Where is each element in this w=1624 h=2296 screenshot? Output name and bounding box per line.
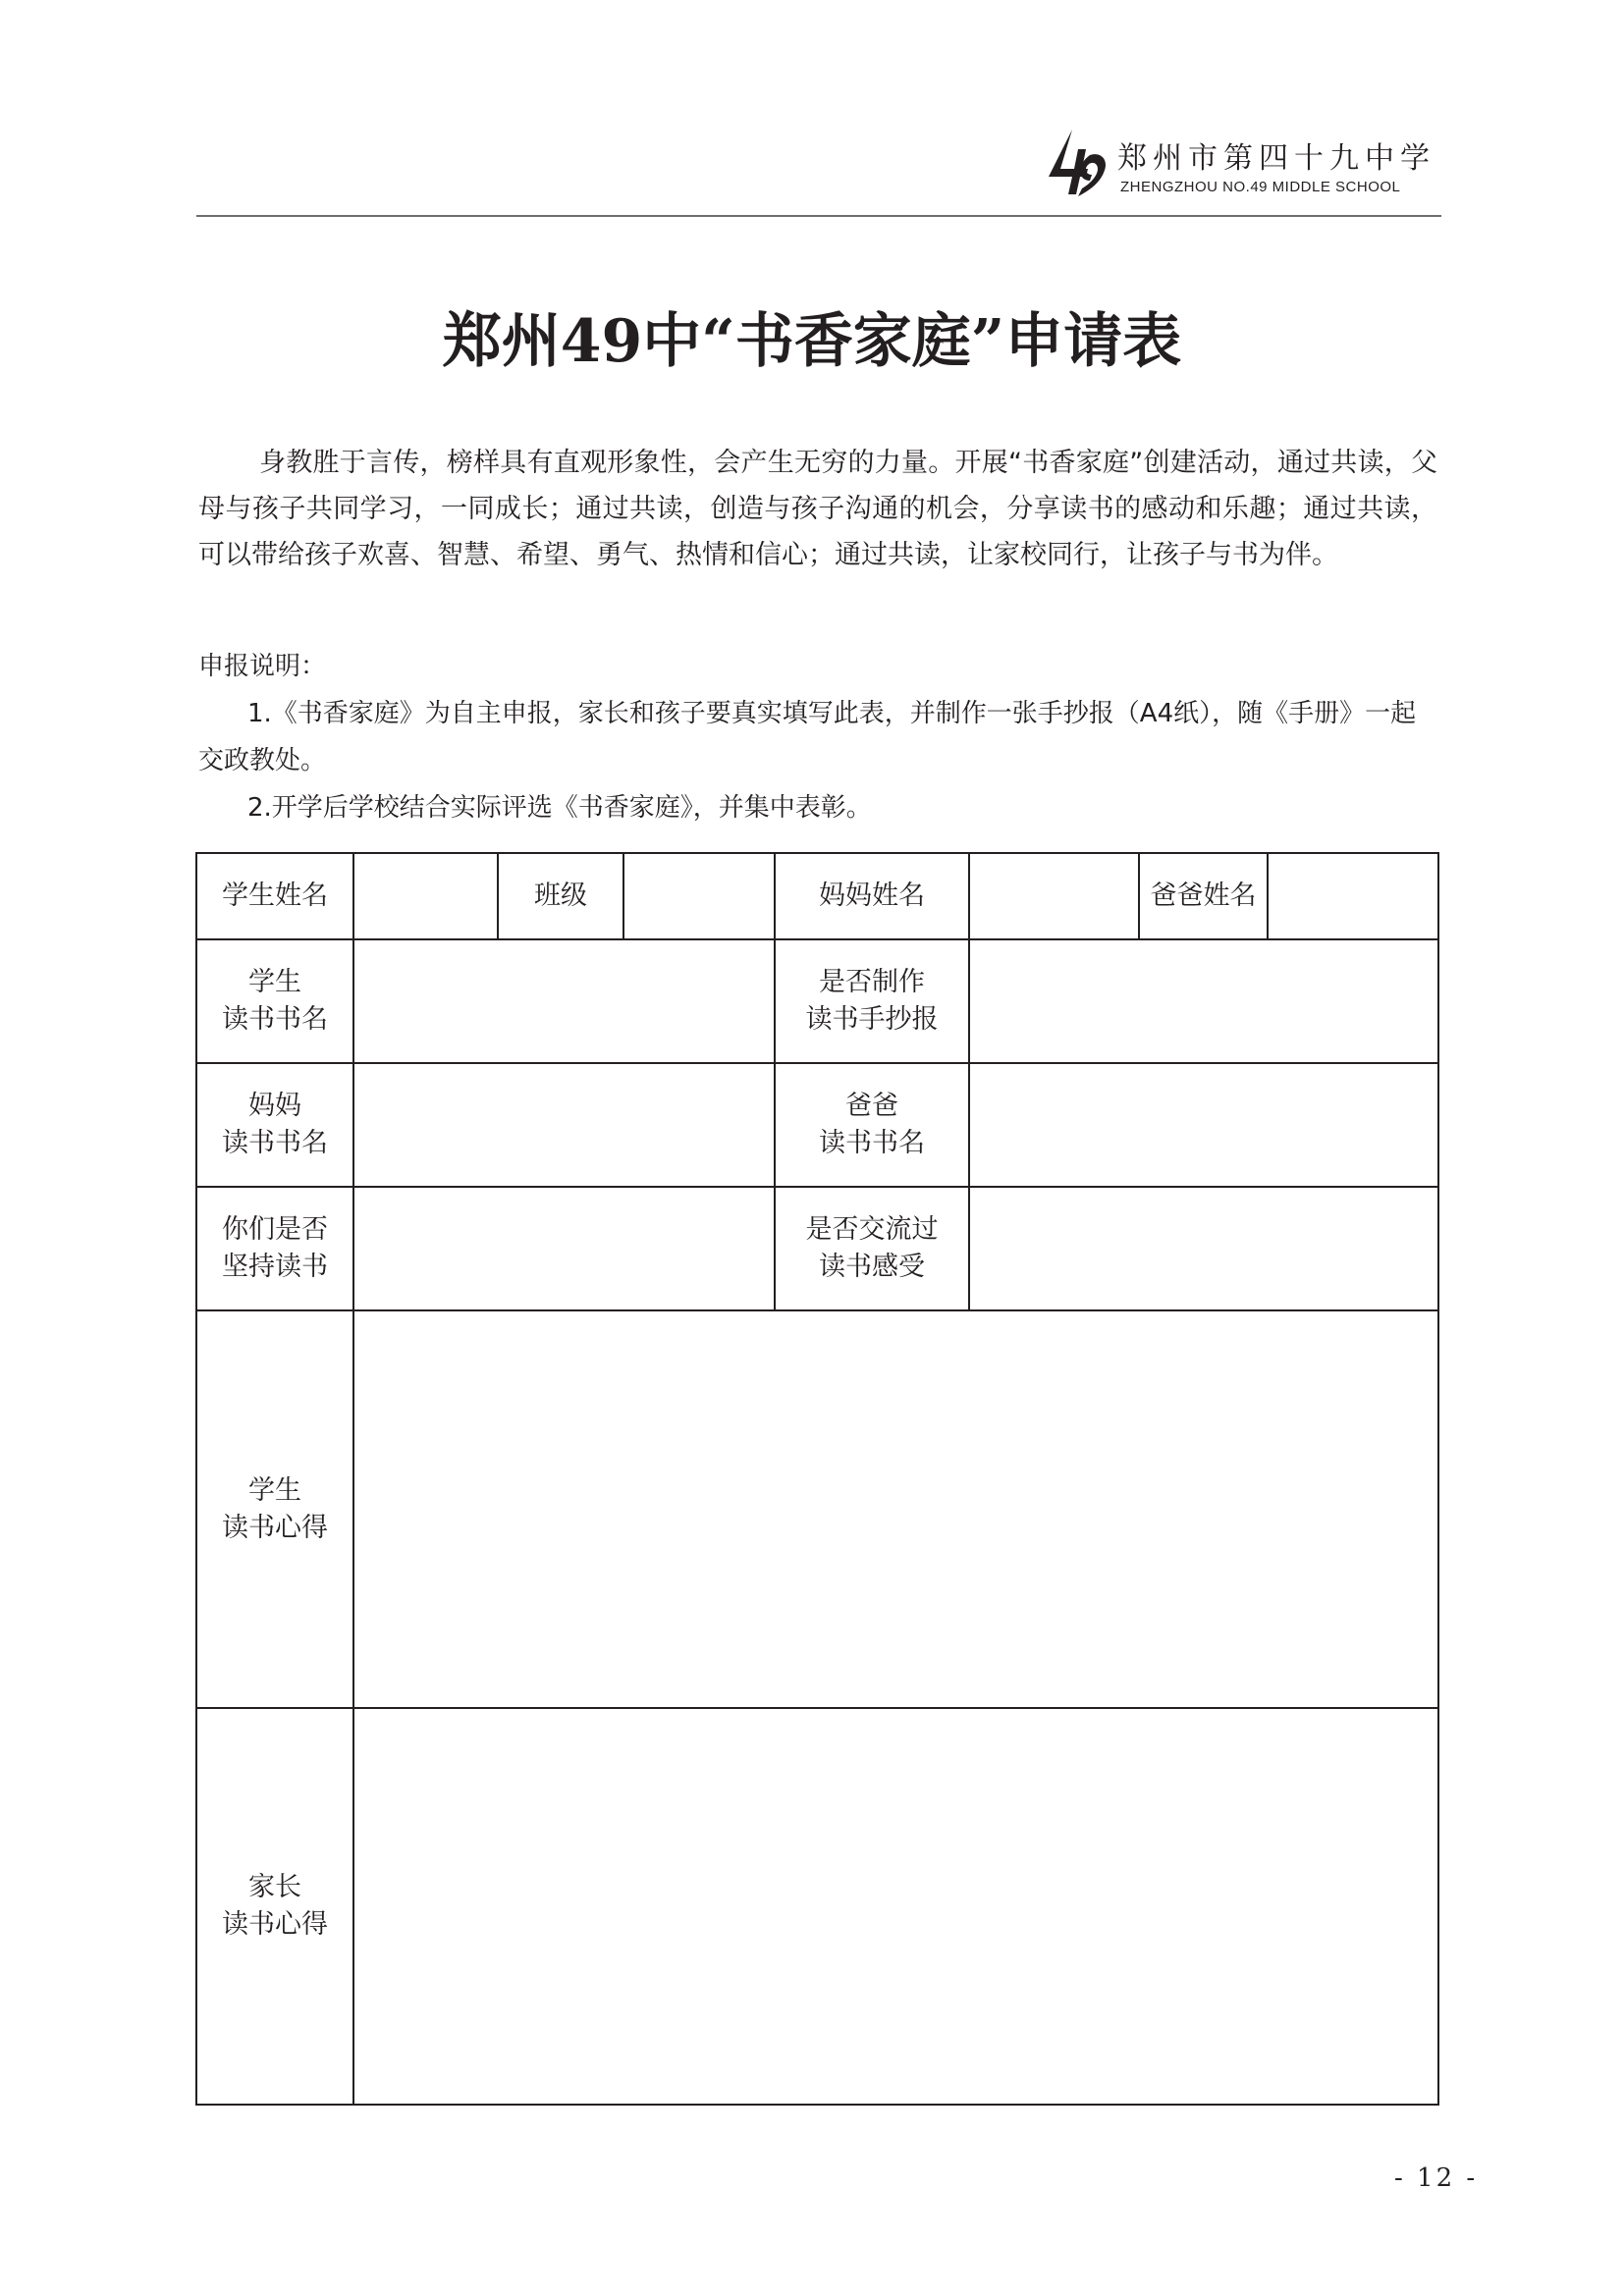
exchange-feelings-label-line1: 是否交流过 [805,1214,939,1245]
mother-books-field[interactable] [353,1063,775,1187]
note-item-1: 1.《书香家庭》为自主申报，家长和孩子要真实填写此表，并制作一张手抄报（A4纸），随《手册》一起交政教处。 [198,699,1417,775]
mother-name-label: 妈妈姓名 [775,853,969,939]
class-field[interactable] [623,853,775,939]
parent-reflection-label [196,1708,353,2105]
student-books-label-line1: 学生 [248,967,301,997]
note-item-2: 2.开学后学校结合实际评选《书香家庭》，并集中表彰。 [247,793,872,823]
student-reflection-label [196,1310,353,1708]
parent-reflection-label-line1: 家长 [248,1872,301,1902]
header-rule [196,215,1441,217]
student-name-field[interactable] [353,853,498,939]
handmade-paper-field[interactable] [969,939,1438,1063]
table-row [196,1187,1438,1310]
persist-reading-field[interactable] [353,1187,775,1310]
father-books-label-line2: 读书书名 [819,1128,925,1158]
intro-paragraph: 身教胜于言传，榜样具有直观形象性，会产生无穷的力量。开展“书香家庭”创建活动，通过共读，父母与孩子共同学习，一同成长；通过共读，创造与孩子沟通的机会，分享读书的感动和乐趣；通过共读，可以带给孩子欢喜、智慧、希望、勇气、热情和信心；通过共读，让家校同行，让孩子与书为伴。 [198,448,1437,570]
student-reflection-label-line2: 读书心得 [222,1512,328,1543]
persist-reading-label-line2: 坚持读书 [222,1252,328,1282]
application-form [195,852,1439,2106]
father-name-field[interactable] [1268,853,1438,939]
page-number: - 12 - [1394,2163,1479,2193]
school-name-en: ZHENGZHOU NO.49 MIDDLE SCHOOL [1120,179,1401,195]
table-row [196,1063,1438,1187]
class-label: 班级 [498,853,623,939]
handmade-paper-label [775,939,969,1063]
father-name-label: 爸爸姓名 [1139,853,1268,939]
mother-books-label [196,1063,353,1187]
father-books-field[interactable] [969,1063,1438,1187]
student-reflection-label-line1: 学生 [248,1474,301,1506]
exchange-feelings-label-line2: 读书感受 [819,1252,925,1282]
application-notes [198,643,1437,831]
mother-books-label-line2: 读书书名 [222,1128,328,1158]
persist-reading-label [196,1187,353,1310]
mother-books-label-line1: 妈妈 [248,1091,301,1121]
table-row [196,939,1438,1063]
table-row [196,1708,1438,2105]
parent-reflection-field[interactable] [353,1708,1438,2105]
handmade-paper-label-line1: 是否制作 [819,967,925,997]
father-books-label-line1: 爸爸 [845,1091,898,1121]
student-books-field[interactable] [353,939,775,1063]
handmade-paper-label-line2: 读书手抄报 [805,1004,939,1035]
father-books-label [775,1063,969,1187]
student-books-label-line2: 读书书名 [222,1004,328,1035]
student-books-label [196,939,353,1063]
table-row [196,1310,1438,1708]
persist-reading-label-line1: 你们是否 [222,1214,328,1245]
exchange-feelings-field[interactable] [969,1187,1438,1310]
parent-reflection-label-line2: 读书心得 [222,1909,328,1940]
notes-heading: 申报说明： [198,652,327,681]
school-name-cn: 郑州市第四十九中学 [1117,141,1435,176]
page-title: 郑州49中“书香家庭”申请表 [442,307,1182,376]
exchange-feelings-label [775,1187,969,1310]
student-reflection-field[interactable] [353,1310,1438,1708]
school-49-logo-icon [1043,126,1111,200]
mother-name-field[interactable] [969,853,1139,939]
table-row [196,853,1438,939]
student-name-label: 学生姓名 [196,853,353,939]
